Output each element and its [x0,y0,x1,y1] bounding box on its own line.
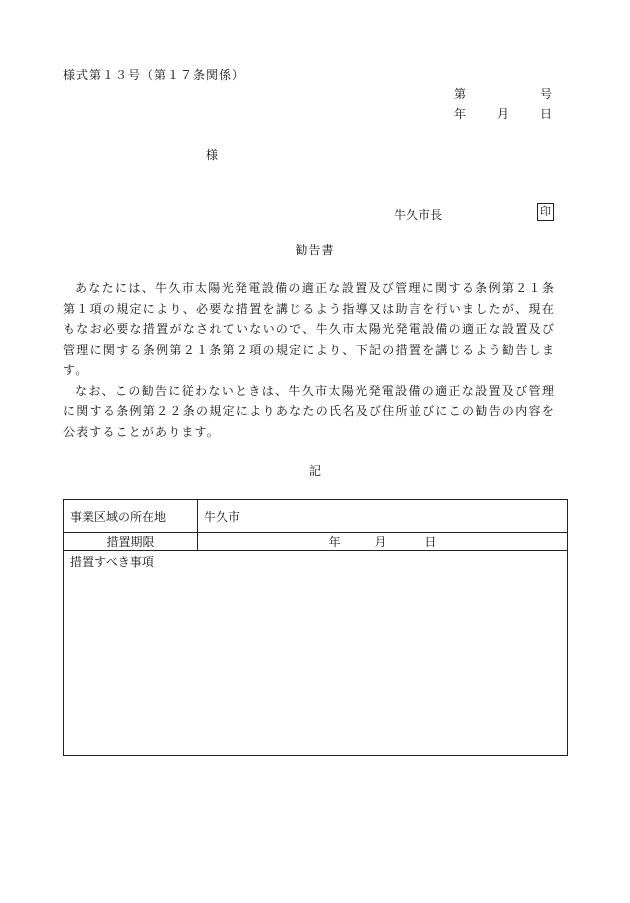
ki-heading: 記 [308,464,321,478]
table-row [64,533,568,551]
form-number: 様式第１３号（第１７条関係） [63,68,246,82]
measures-table [63,499,568,756]
deadline-day: 日 [424,535,437,549]
issue-date-day: 日 [540,107,553,121]
deadline-year: 年 [328,535,341,549]
deadline-month: 月 [374,535,387,549]
measures-label: 措置すべき事項 [70,555,154,569]
seal-mark: 印 [537,203,554,221]
doc-number-prefix: 第 [454,87,467,101]
document-title: 勧告書 [295,243,335,257]
table-row [64,551,568,756]
doc-number-suffix: 号 [540,87,553,101]
body-paragraph-1: あなたには、牛久市太陽光発電設備の適正な設置及び管理に関する条例第２１条第１項の規定により、必要な措置を講じるよう指導又は助言を行いましたが、現在もなお必要な措置がなされていないので、牛久市太陽光発電設備の適正な設置及び管理に関する条例第２１条第２項の規定により、下記の措置を講じるよう勧告します。 [63,281,555,377]
issue-date-month: 月 [497,107,510,121]
deadline-value [198,533,568,551]
issue-date-year: 年 [454,107,467,121]
table-row [64,500,568,533]
location-value: 牛久市 [198,500,568,533]
issuer-title: 牛久市長 [394,208,443,222]
deadline-label: 措置期限 [64,533,198,551]
body-paragraph-2: なお、この勧告に従わないときは、牛久市太陽光発電設備の適正な設置及び管理に関する条例第２２条の規定によりあなたの氏名及び住所並びにこの勧告の内容を公表することがあります。 [63,383,555,439]
measures-cell [64,551,568,756]
addressee-honorific: 様 [206,148,219,162]
location-label: 事業区域の所在地 [64,500,198,533]
document-body [63,278,555,442]
